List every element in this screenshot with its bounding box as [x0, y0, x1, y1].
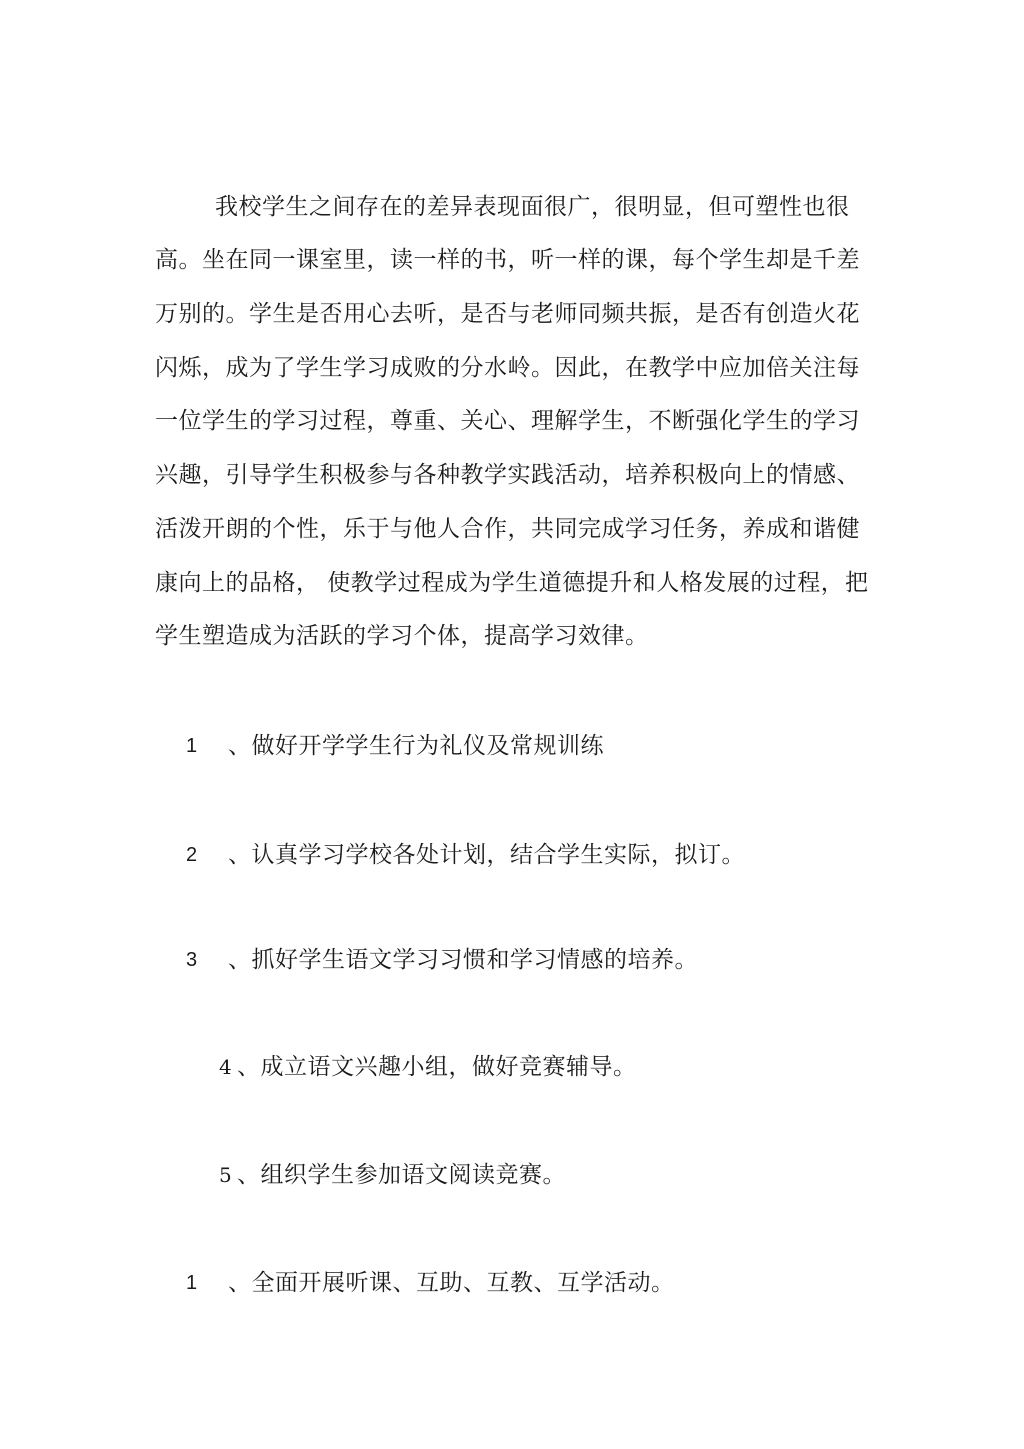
list-item-text: 、成立语文兴趣小组，做好竞赛辅导。	[237, 1054, 637, 1080]
paragraph-line-4: 闪烁，成为了学生学习成败的分水岭。因此，在教学中应加倍关注每	[155, 355, 860, 381]
list-item-text: 、认真学习学校各处计划，结合学生实际，拟订。	[228, 842, 745, 868]
paragraph-line-9: 学生塑造成为活跃的学习个体，提高学习效律。	[155, 623, 649, 649]
paragraph-line-7: 活泼开朗的个性，乐于与他人合作，共同完成学习任务，养成和谐健	[155, 516, 860, 542]
paragraph-line-2: 高。坐在同一课室里，读一样的书，听一样的课，每个学生却是千差	[155, 247, 860, 273]
list-item-number: 3	[186, 949, 198, 971]
list-item-text: 、全面开展听课、互助、互教、互学活动。	[228, 1270, 675, 1296]
paragraph-line-6: 兴趣，引导学生积极参与各种教学实践活动，培养积极向上的情感、	[155, 462, 860, 488]
paragraph-line-8-tail: 把	[845, 570, 868, 596]
paragraph-line-1: 我校学生之间存在的差异表现面很广，很明显，但可塑性也很	[215, 194, 850, 220]
paragraph-line-3: 万别的。学生是否用心去听，是否与老师同频共振，是否有创造火花	[155, 301, 860, 327]
list-item-number: 2	[186, 844, 198, 866]
list-item-text: 、组织学生参加语文阅读竞赛。	[237, 1162, 566, 1188]
list-item-number: 5	[219, 1163, 232, 1187]
list-item-text: 、做好开学学生行为礼仪及常规训练	[228, 733, 604, 759]
paragraph-line-5: 一位学生的学习过程，尊重、关心、理解学生，不断强化学生的学习	[155, 408, 860, 434]
paragraph-line-8: 康向上的品格， 使教学过程成为学生道德提升和人格发展的过程，	[155, 570, 845, 596]
list-item-number: 1	[186, 735, 198, 757]
list-item-text: 、抓好学生语文学习习惯和学习情感的培养。	[228, 947, 698, 973]
list-item-number: 4	[219, 1055, 232, 1079]
list-item-number: 1	[186, 1272, 198, 1294]
